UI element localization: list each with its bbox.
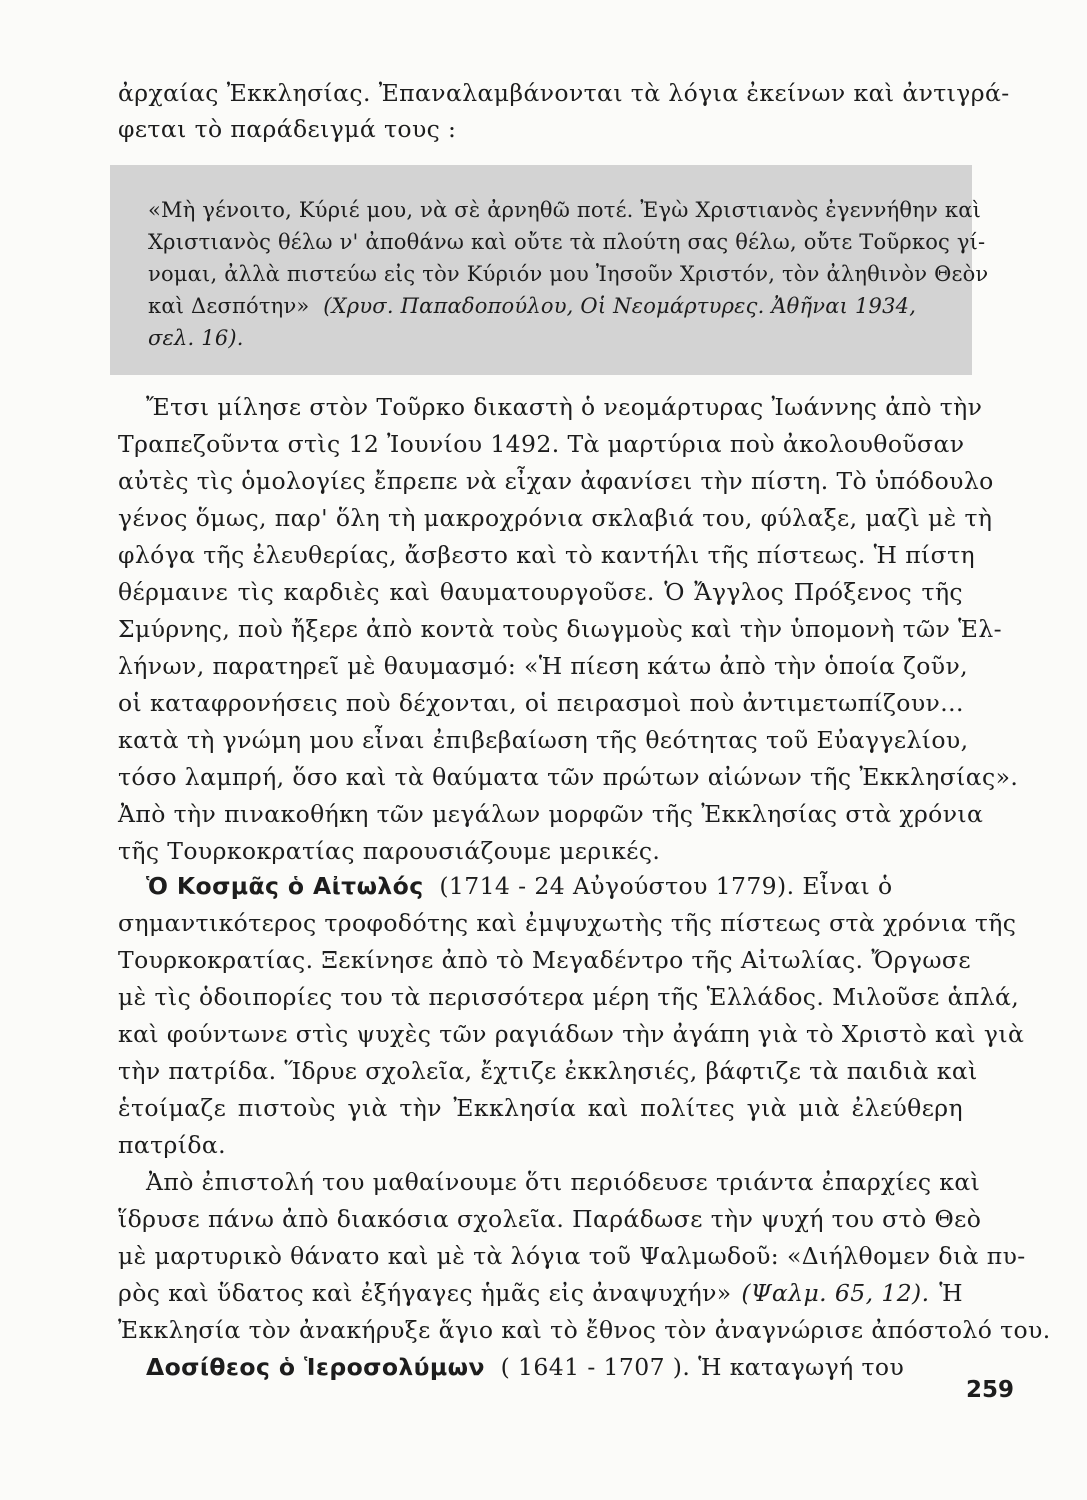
para1-line: Ἔτσι μίλησε στὸν Τοῦρκο δικαστὴ ὁ νεομάρτυρας Ἰωάννης ἀπὸ τὴν (146, 393, 983, 421)
quote-line-3: νομαι, ἀλλὰ πιστεύω εἰς τὸν Κύριόν μου Ἰησοῦν Χριστόν, τὸν ἀληθινὸν Θεὸν (148, 262, 989, 286)
dositheos-name: Δοσίθεος ὁ Ἱεροσολύμων (146, 1353, 485, 1381)
quote-line-5: σελ. 16). (148, 326, 244, 350)
para3-line-1: Ἀπὸ ἐπιστολή του μαθαίνουμε ὅτι περιόδευσε τριάντα ἐπαρχίες καὶ (146, 1168, 981, 1196)
page-number: 259 (966, 1377, 1015, 1403)
dositheos-heading-line (146, 1352, 963, 1382)
para1-line: Τραπεζοῦντα στὶς 12 Ἰουνίου 1492. Τὰ μαρτύρια ποὺ ἀκολουθοῦσαν (118, 430, 965, 458)
kosmas-line: σημαντικότερος τροφοδότης καὶ ἐμψυχωτὴς τῆς πίστεως στὰ χρόνια τῆς (118, 909, 1017, 937)
para1-line: αὐτὲς τὶς ὁμολογίες ἔπρεπε νὰ εἶχαν ἀφανίσει τὴν πίστη. Τὸ ὑπόδουλο (118, 467, 994, 495)
para3-line-4 (118, 1278, 963, 1308)
para3-line-3: μὲ μαρτυρικὸ θάνατο καὶ μὲ τὰ λόγια τοῦ Ψαλμωδοῦ: «Διήλθομεν διὰ πυ- (118, 1242, 1026, 1270)
kosmas-line: τὴν πατρίδα. Ἵδρυε σχολεῖα, ἔχτιζε ἐκκλησιές, βάφτιζε τὰ παιδιὰ καὶ (118, 1057, 978, 1085)
para1-line: κατὰ τὴ γνώμη μου εἶναι ἐπιβεβαίωση τῆς θεότητας τοῦ Εὐαγγελίου, (118, 726, 969, 754)
para1-line: Ἀπὸ τὴν πινακοθήκη τῶν μεγάλων μορφῶν τῆς Ἐκκλησίας στὰ χρόνια (118, 800, 984, 828)
para3-line-2: ἵδρυσε πάνω ἀπὸ διακόσια σχολεῖα. Παράδωσε τὴν ψυχή του στὸ Θεὸ (118, 1205, 982, 1233)
para3-line-5: Ἐκκλησία τὸν ἀνακήρυξε ἅγιο καὶ τὸ ἔθνος τὸν ἀναγνώρισε ἀπόστολό του. (118, 1316, 1051, 1344)
para1-line: γένος ὅμως, παρ' ὅλη τὴ μακροχρόνια σκλαβιά του, φύλαξε, μαζὶ μὲ τὴ (118, 504, 993, 532)
para3-line-4-text: ρὸς καὶ ὕδατος καὶ ἐξήγαγες ἡμᾶς εἰς ἀναψυχήν» (118, 1279, 732, 1307)
kosmas-name: Ὁ Κοσμᾶς ὁ Αἰτωλός (146, 872, 424, 900)
para1-line: λήνων, παρατηρεῖ μὲ θαυμασμό: «Ἡ πίεση κάτω ἀπὸ τὴν ὁποία ζοῦν, (118, 652, 969, 680)
dositheos-dates: ( 1641 - 1707 ). Ἡ καταγωγή του (500, 1353, 905, 1381)
kosmas-heading-line (146, 871, 963, 901)
quote-line-4 (148, 292, 941, 320)
intro-line-1: ἀρχαίας Ἐκκλησίας. Ἐπαναλαμβάνονται τὰ λόγια ἐκείνων καὶ ἀντιγρά- (118, 79, 1010, 107)
quote-line-1: «Μὴ γένοιτο, Κύριέ μου, νὰ σὲ ἀρνηθῶ ποτέ. Ἐγὼ Χριστιανὸς ἐγεννήθην καὶ (148, 198, 982, 222)
para1-line: θέρμαινε τὶς καρδιὲς καὶ θαυματουργοῦσε. Ὁ Ἄγγλος Πρόξενος τῆς (118, 578, 963, 606)
intro-line-2: φεται τὸ παράδειγμά τους : (118, 115, 457, 143)
kosmas-line: ἑτοίμαζε πιστοὺς γιὰ τὴν Ἐκκλησία καὶ πολίτες γιὰ μιὰ ἐλεύθερη (118, 1094, 963, 1122)
para3-line-4-end: Ἡ (939, 1279, 963, 1307)
quote-line-4-text: καὶ Δεσπότην» (148, 294, 310, 318)
psalm-citation: (Ψαλμ. 65, 12). (741, 1279, 930, 1307)
para1-line: φλόγα τῆς ἐλευθερίας, ἄσβεστο καὶ τὸ καντήλι τῆς πίστεως. Ἡ πίστη (118, 541, 975, 569)
kosmas-dates: (1714 - 24 Αὐγούστου 1779). Εἶναι ὁ (439, 872, 893, 900)
para1-line: οἱ καταφρονήσεις ποὺ δέχονται, οἱ πειρασμοὶ ποὺ ἀντιμετωπίζουν... (118, 689, 964, 717)
kosmas-line: μὲ τὶς ὁδοιπορίες του τὰ περισσότερα μέρη τῆς Ἑλλάδος. Μιλοῦσε ἁπλά, (118, 983, 1020, 1011)
kosmas-line: Τουρκοκρατίας. Ξεκίνησε ἀπὸ τὸ Μεγαδέντρο τῆς Αἰτωλίας. Ὄργωσε (118, 946, 971, 974)
quote-line-2: Χριστιανὸς θέλω ν' ἀποθάνω καὶ οὔτε τὰ πλούτη σας θέλω, οὔτε Τοῦρκος γί- (148, 230, 986, 254)
para1-line: Σμύρνης, ποὺ ἤξερε ἀπὸ κοντὰ τοὺς διωγμοὺς καὶ τὴν ὑπομονὴ τῶν Ἑλ- (118, 615, 1002, 643)
para1-line: τόσο λαμπρή, ὅσο καὶ τὰ θαύματα τῶν πρώτων αἰώνων τῆς Ἐκκλησίας». (118, 763, 1019, 791)
kosmas-line: πατρίδα. (118, 1131, 227, 1159)
para1-line: τῆς Τουρκοκρατίας παρουσιάζουμε μερικές. (118, 837, 661, 865)
kosmas-line: καὶ φούντωνε στὶς ψυχὲς τῶν ραγιάδων τὴν ἀγάπη γιὰ τὸ Χριστὸ καὶ γιὰ (118, 1020, 1025, 1048)
quote-citation: (Χρυσ. Παπαδοπούλου, Οἱ Νεομάρτυρες. Ἀθῆναι 1934, (323, 294, 917, 318)
